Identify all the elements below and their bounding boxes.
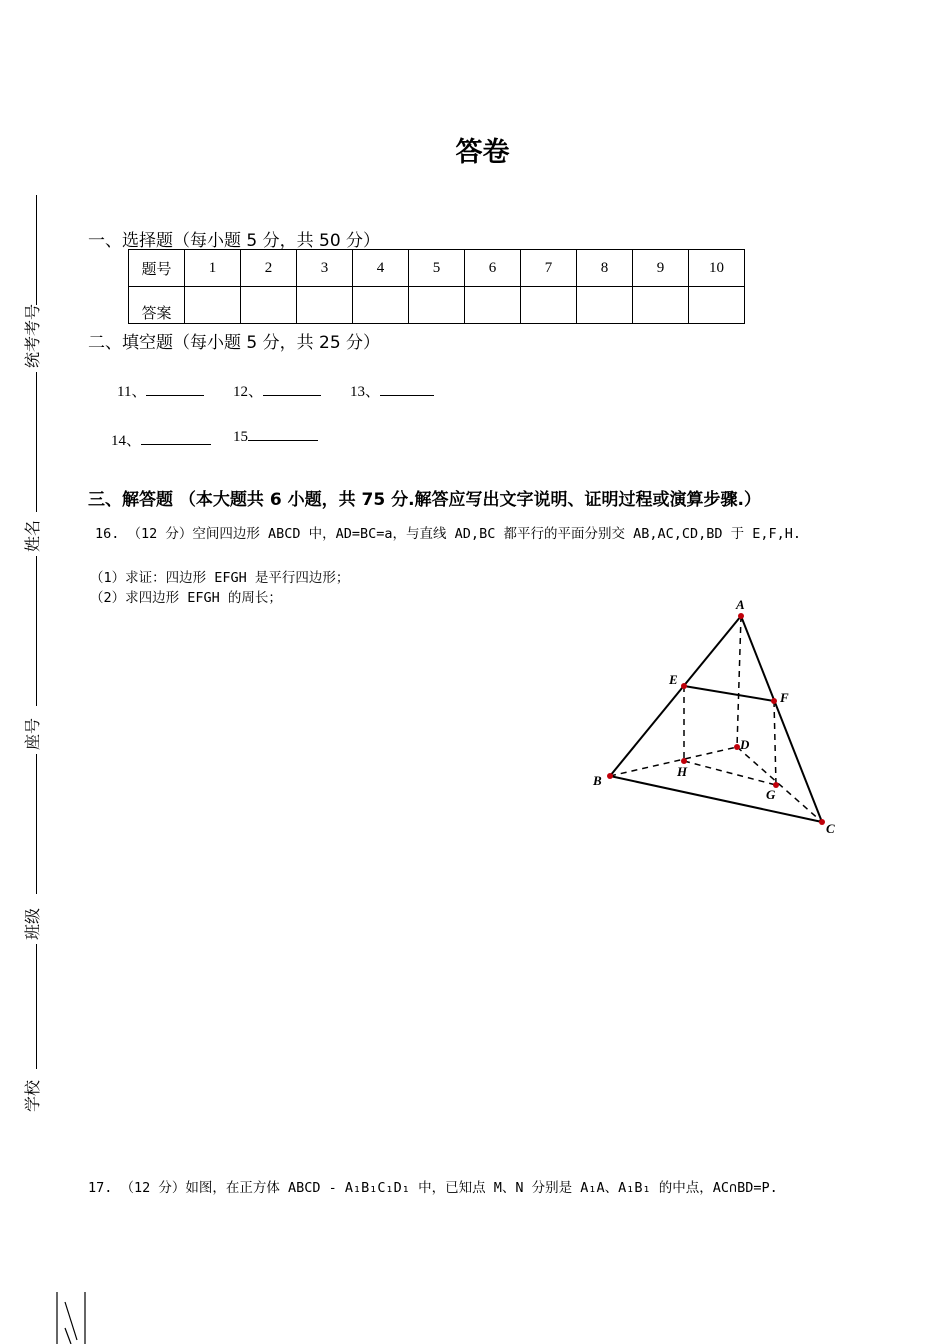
point-C: [819, 819, 825, 825]
edge-BC: [610, 776, 822, 822]
label-G: G: [766, 787, 776, 802]
section1-heading: 一、选择题（每小题 5 分，共 50 分）: [88, 231, 381, 251]
sidebar-line-4: [36, 754, 37, 894]
sidebar-line-5: [36, 944, 37, 1069]
blank-12: [233, 380, 321, 401]
answer-cell[interactable]: [577, 287, 633, 324]
label-B: B: [593, 773, 602, 788]
point-A: [738, 613, 744, 619]
table-row-numbers: [129, 250, 745, 287]
section2-heading: 二、填空题（每小题 5 分，共 25 分）: [88, 333, 381, 353]
table-cell-number: 3: [297, 250, 353, 287]
label-F: F: [780, 690, 789, 705]
blank-line[interactable]: [380, 395, 434, 396]
sidebar-label-class: 班级: [23, 907, 42, 940]
tetrahedron-figure: [580, 595, 850, 845]
label-H: H: [677, 764, 688, 779]
edge-HG: [684, 761, 776, 785]
answer-cell[interactable]: [409, 287, 465, 324]
point-F: [771, 698, 777, 704]
edge-AB: [610, 616, 741, 776]
edge-DC: [737, 747, 822, 822]
table-cell-number: 2: [241, 250, 297, 287]
q17-stem: 17. （12 分）如图，在正方体 ABCD - A₁B₁C₁D₁ 中，已知点 M、N 分别是 A₁A、A₁B₁ 的中点，AC∩BD=P.: [88, 1180, 778, 1196]
edge-AC: [741, 616, 822, 822]
blank-line[interactable]: [263, 395, 321, 396]
sidebar-line-1: [36, 195, 37, 305]
table-cell-number: 8: [577, 250, 633, 287]
page-title: 答卷: [455, 137, 510, 168]
point-B: [607, 773, 613, 779]
answer-cell[interactable]: [185, 287, 241, 324]
edge-EF: [684, 686, 774, 701]
blank-label: 13、: [350, 384, 381, 400]
corner-marks: [55, 1288, 95, 1344]
answer-cell[interactable]: [297, 287, 353, 324]
q16-part2: （2）求四边形 EFGH 的周长；: [90, 590, 282, 606]
blank-11: [117, 380, 204, 401]
sidebar-label-exam-number: 统考考号: [23, 303, 42, 368]
sidebar-line-3: [36, 556, 37, 706]
sidebar-label-name: 姓名: [23, 519, 42, 552]
table-cell-number: 4: [353, 250, 409, 287]
edge-FG: [774, 701, 776, 785]
label-A: A: [736, 597, 745, 612]
blank-label: 14、: [111, 433, 142, 449]
blank-label: 11、: [117, 384, 147, 400]
sidebar-line-2: [36, 372, 37, 512]
section3-heading: 三、解答题 （本大题共 6 小题，共 75 分.解答应写出文字说明、证明过程或演算步骤.）: [88, 490, 761, 510]
table-row-answers: [129, 287, 745, 324]
blank-label: 15: [233, 429, 248, 445]
label-C: C: [826, 821, 835, 836]
blank-13: [350, 380, 434, 401]
table-cell-number: 7: [521, 250, 577, 287]
answer-table: [128, 249, 745, 324]
blank-15: [233, 429, 318, 446]
label-D: D: [740, 737, 750, 752]
answer-cell[interactable]: [241, 287, 297, 324]
sidebar-label-school: 学校: [23, 1079, 42, 1112]
table-label-number: 题号: [129, 250, 185, 287]
blank-line[interactable]: [141, 444, 211, 445]
q16-stem: 16. （12 分）空间四边形 ABCD 中，AD=BC=a，与直线 AD,BC 都平行的平面分别交 AB,AC,CD,BD 于 E,F,H.: [95, 526, 802, 542]
blank-line[interactable]: [146, 395, 204, 396]
blank-line[interactable]: [248, 440, 318, 441]
answer-cell[interactable]: [633, 287, 689, 324]
sidebar-label-seat: 座号: [23, 717, 42, 750]
table-cell-number: 6: [465, 250, 521, 287]
answer-cell[interactable]: [353, 287, 409, 324]
blank-label: 12、: [233, 384, 264, 400]
answer-cell[interactable]: [521, 287, 577, 324]
edge-AD: [737, 616, 741, 747]
table-cell-number: 10: [689, 250, 745, 287]
table-cell-number: 1: [185, 250, 241, 287]
answer-cell[interactable]: [465, 287, 521, 324]
point-E: [681, 683, 687, 689]
table-cell-number: 5: [409, 250, 465, 287]
table-cell-number: 9: [633, 250, 689, 287]
q16-part1: （1）求证：四边形 EFGH 是平行四边形；: [90, 570, 350, 586]
table-label-answer: 答案: [129, 287, 185, 324]
answer-cell[interactable]: [689, 287, 745, 324]
label-E: E: [669, 672, 678, 687]
blank-14: [111, 429, 211, 450]
